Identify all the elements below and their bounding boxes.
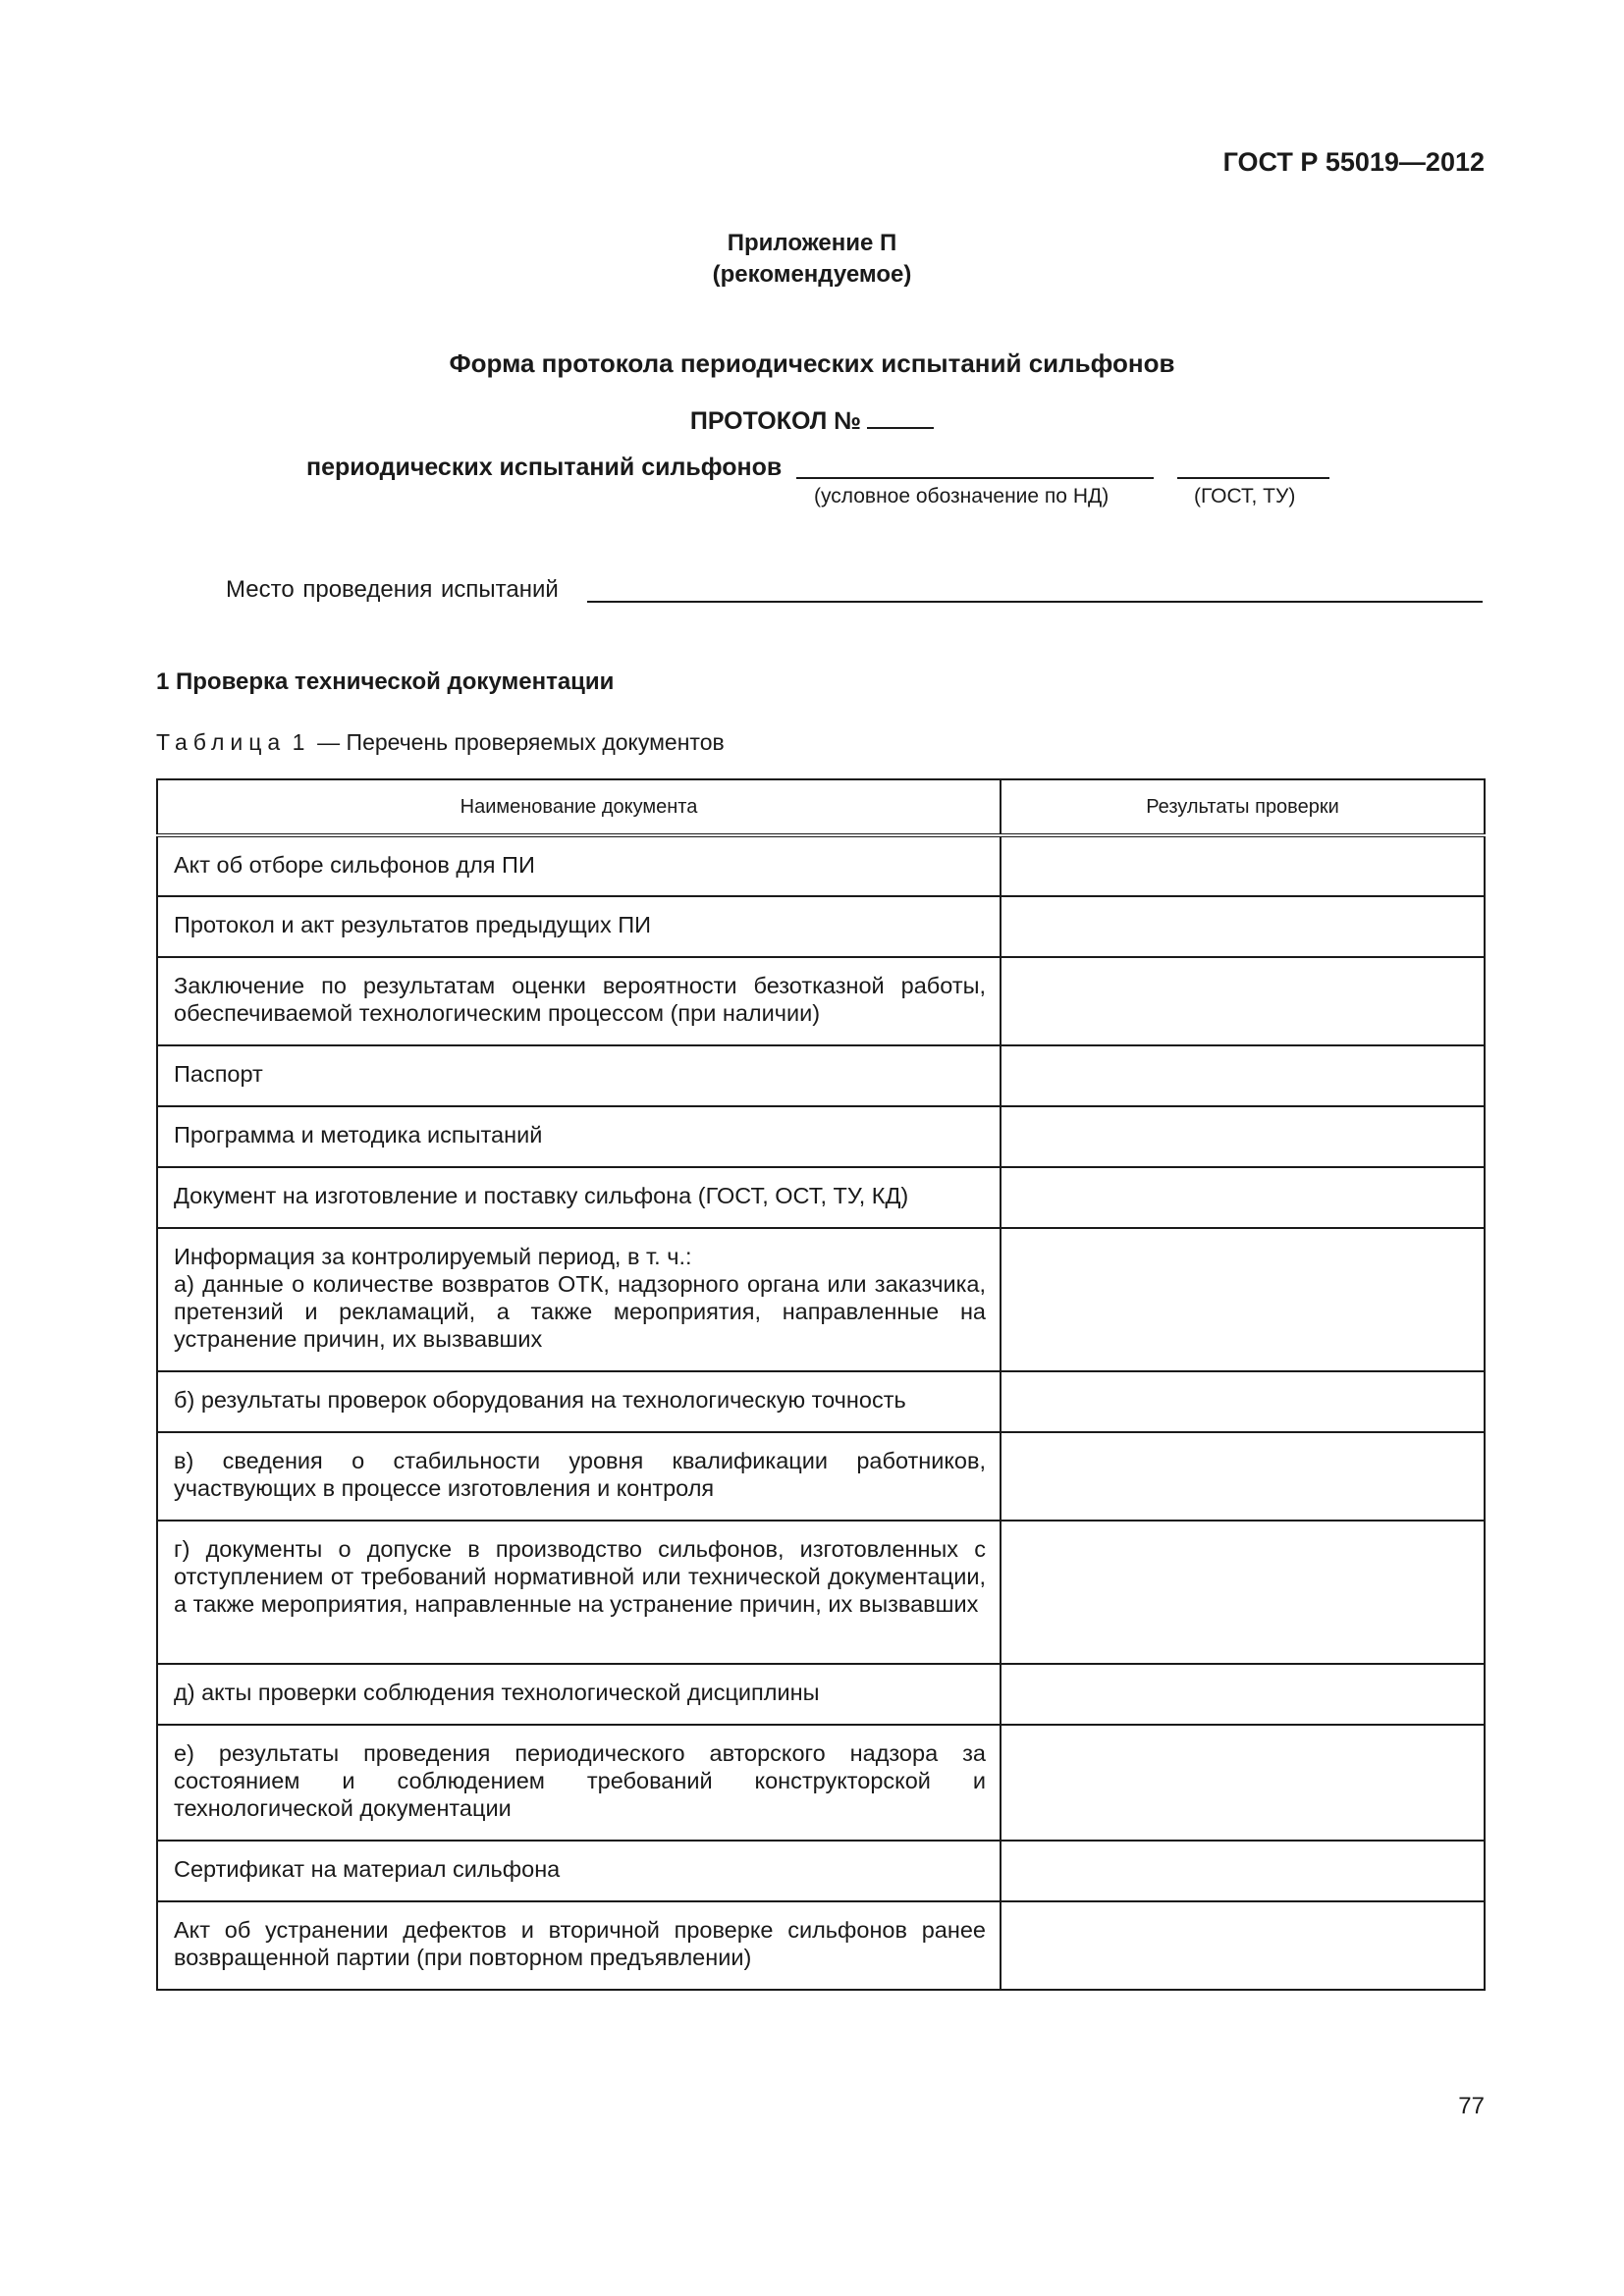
table-1-caption xyxy=(156,729,725,756)
table-caption-text: — Перечень проверяемых документов xyxy=(317,729,725,755)
protocol-label: ПРОТОКОЛ № xyxy=(689,407,862,435)
result-cell[interactable] xyxy=(1001,1841,1485,1901)
table-row xyxy=(157,1521,1485,1664)
table-row xyxy=(157,1841,1485,1901)
document-name-cell: Заключение по результатам оценки вероятности безотказной работы, обеспечиваемой технологическим процессом (при наличии) xyxy=(157,957,1001,1045)
result-cell[interactable] xyxy=(1001,1664,1485,1725)
document-name-cell: Паспорт xyxy=(157,1045,1001,1106)
designation-caption: (условное обозначение по НД) xyxy=(814,485,1110,507)
document-name-cell: д) акты проверки соблюдения технологической дисциплины xyxy=(157,1664,1001,1725)
document-name-cell: в) сведения о стабильности уровня квалификации работников, участвующих в процессе изготовления и контроля xyxy=(157,1432,1001,1521)
document-name-cell: б) результаты проверок оборудования на технологическую точность xyxy=(157,1371,1001,1432)
result-cell[interactable] xyxy=(1001,957,1485,1045)
result-cell[interactable] xyxy=(1001,1521,1485,1664)
column-header-results: Результаты проверки xyxy=(1001,779,1485,835)
result-cell[interactable] xyxy=(1001,1106,1485,1167)
document-name-cell: Информация за контролируемый период, в т. ч.: а) данные о количестве возвратов ОТК, надзорного органа или заказчика, претензий и рекламаций, а также мероприятия, направленные на устранение причин, их вызвавших xyxy=(157,1228,1001,1371)
document-name-cell: Акт об устранении дефектов и вторичной проверке сильфонов ранее возвращенной партии (при повторном предъявлении) xyxy=(157,1901,1001,1990)
page-number: 77 xyxy=(1458,2093,1485,2119)
appendix-type: (рекомендуемое) xyxy=(712,261,912,288)
result-cell[interactable] xyxy=(1001,1371,1485,1432)
table-row xyxy=(157,1664,1485,1725)
result-cell[interactable] xyxy=(1001,1045,1485,1106)
protocol-heading xyxy=(0,405,1624,436)
table-row xyxy=(157,1045,1485,1106)
result-cell[interactable] xyxy=(1001,1432,1485,1521)
table-header-row xyxy=(157,779,1485,835)
table-caption-prefix: Таблица xyxy=(156,729,287,755)
table-row xyxy=(157,1167,1485,1228)
result-cell[interactable] xyxy=(1001,896,1485,957)
standard-field[interactable] xyxy=(1177,477,1329,479)
table-row xyxy=(157,1371,1485,1432)
table-row xyxy=(157,835,1485,896)
result-cell[interactable] xyxy=(1001,1725,1485,1841)
standard-caption: (ГОСТ, ТУ) xyxy=(1194,485,1296,507)
tests-line-label: периодических испытаний сильфонов xyxy=(306,454,783,481)
document-name-cell: Программа и методика испытаний xyxy=(157,1106,1001,1167)
table-row xyxy=(157,1432,1485,1521)
section-1-title: 1 Проверка технической документации xyxy=(156,668,615,695)
result-cell[interactable] xyxy=(1001,1167,1485,1228)
table-row xyxy=(157,957,1485,1045)
protocol-number-field[interactable] xyxy=(867,405,934,429)
form-title: Форма протокола периодических испытаний сильфонов xyxy=(449,348,1175,378)
appendix-title: Приложение П xyxy=(727,230,897,256)
document-name-cell: е) результаты проведения периодического авторского надзора за состоянием и соблюдением требований конструкторской и технологической документации xyxy=(157,1725,1001,1841)
column-header-document: Наименование документа xyxy=(157,779,1001,835)
documents-table xyxy=(156,778,1486,1991)
table-row xyxy=(157,1228,1485,1371)
test-place-label: Место проведения испытаний xyxy=(226,576,559,603)
table-caption-number: 1 xyxy=(292,729,305,755)
document-name-cell: г) документы о допуске в производство сильфонов, изготовленных с отступлением от требований нормативной или технической документации, а также мероприятия, направленные на устранение причин, их вызвавших xyxy=(157,1521,1001,1664)
table-row xyxy=(157,896,1485,957)
standard-designation: ГОСТ Р 55019—2012 xyxy=(1222,147,1485,177)
result-cell[interactable] xyxy=(1001,1901,1485,1990)
result-cell[interactable] xyxy=(1001,835,1485,896)
document-name-cell: Документ на изготовление и поставку сильфона (ГОСТ, ОСТ, ТУ, КД) xyxy=(157,1167,1001,1228)
test-place-field[interactable] xyxy=(587,601,1483,603)
table-row xyxy=(157,1725,1485,1841)
result-cell[interactable] xyxy=(1001,1228,1485,1371)
document-name-cell: Протокол и акт результатов предыдущих ПИ xyxy=(157,896,1001,957)
table-row xyxy=(157,1901,1485,1990)
table-row xyxy=(157,1106,1485,1167)
document-name-cell: Сертификат на материал сильфона xyxy=(157,1841,1001,1901)
document-name-cell: Акт об отборе сильфонов для ПИ xyxy=(157,835,1001,896)
designation-field[interactable] xyxy=(796,477,1154,479)
